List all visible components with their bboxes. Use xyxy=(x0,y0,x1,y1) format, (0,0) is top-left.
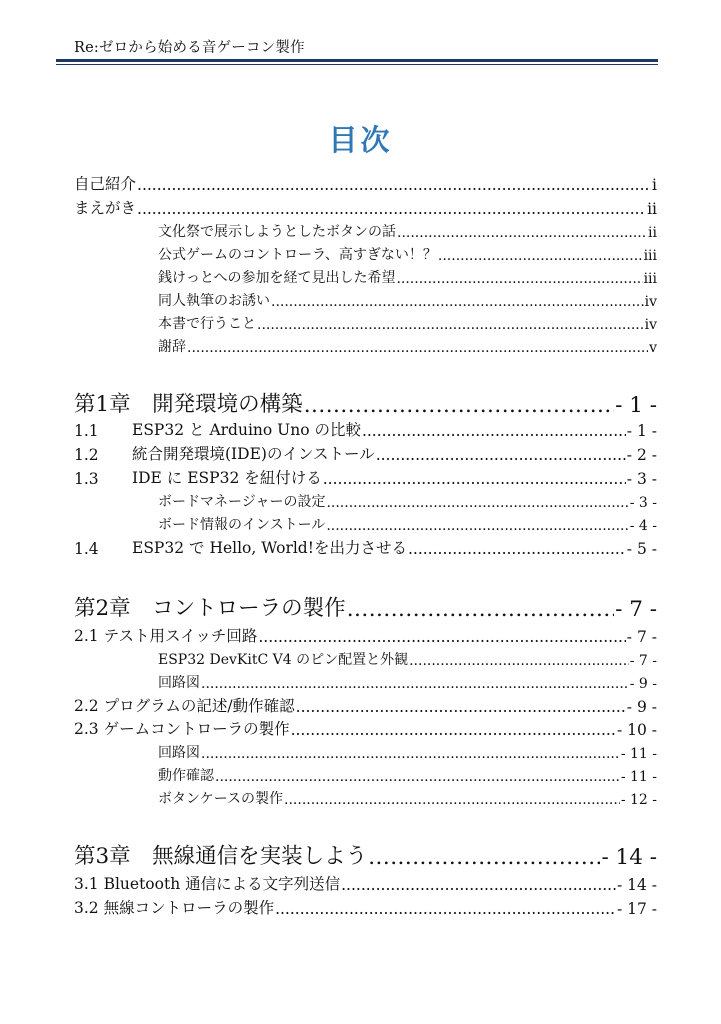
toc-entry-label: 2.3 ゲームコントローラの製作 xyxy=(74,720,290,738)
toc-entry-label: 回路図 xyxy=(158,675,200,691)
toc-chapter-page: - 1 - xyxy=(615,393,657,418)
toc-entry-page: - 10 - xyxy=(616,721,657,739)
leader-dots xyxy=(284,792,620,808)
leader-dots xyxy=(397,225,647,241)
toc-subentry[interactable] xyxy=(158,741,657,762)
toc-entry-label: 3.2 無線コントローラの製作 xyxy=(74,899,275,917)
toc-section[interactable] xyxy=(74,872,657,894)
toc-entry-label: 回路図 xyxy=(158,745,200,761)
toc-entry-page: - 11 - xyxy=(620,769,657,785)
toc-subentry[interactable] xyxy=(158,312,657,333)
leader-dots xyxy=(341,876,616,894)
toc-entry-page: - 12 - xyxy=(620,792,657,808)
toc-section[interactable] xyxy=(74,442,657,464)
toc-entry-page: - 7 - xyxy=(629,653,657,669)
leader-dots xyxy=(201,676,629,692)
toc-section[interactable] xyxy=(74,418,657,440)
toc-chapter-label: 第2章 コントローラの製作 xyxy=(74,596,346,621)
leader-dots xyxy=(376,446,626,464)
toc-entry-label: 公式ゲームのコントローラ、高すぎない！？ xyxy=(158,247,437,263)
header-rule-thick xyxy=(56,59,658,62)
toc-subentry[interactable] xyxy=(158,266,657,287)
toc-entry-label: 銭けっとへの参加を経て見出した希望 xyxy=(158,270,396,286)
toc-entry-self-intro[interactable] xyxy=(74,172,657,194)
toc-entry-label: ESP32 で Hello, World!を出力させる xyxy=(132,539,407,557)
toc-entry-page: v xyxy=(649,340,657,356)
toc-subentry[interactable] xyxy=(158,787,657,808)
toc-entry-label: 本書で行うこと xyxy=(158,316,256,332)
toc-entry-page: - 7 - xyxy=(626,628,657,646)
toc-entry-page: - 9 - xyxy=(626,698,657,716)
leader-dots xyxy=(275,900,616,918)
toc-subentry[interactable] xyxy=(158,648,657,669)
toc-entry-page: - 2 - xyxy=(626,446,657,464)
header-rule-thin xyxy=(56,64,658,65)
leader-dots xyxy=(326,495,628,511)
toc-entry-label: 自己紹介 xyxy=(74,175,137,193)
toc-section-number: 1.4 xyxy=(74,540,99,558)
toc-entry-label: 同人執筆のお誘い xyxy=(158,293,270,309)
toc-chapter-label: 第1章 開発環境の構築 xyxy=(74,392,303,417)
toc-subentry[interactable] xyxy=(158,289,657,310)
leader-dots xyxy=(291,721,616,739)
toc-entry-page: iv xyxy=(644,294,657,310)
toc-entry-label: ボードマネージャーの設定 xyxy=(158,494,326,510)
toc-entry-page: ii xyxy=(647,200,657,218)
toc-section[interactable] xyxy=(74,466,657,488)
leader-dots xyxy=(215,769,620,785)
toc-entry-page: iii xyxy=(643,248,657,264)
leader-dots xyxy=(271,294,644,310)
toc-section[interactable] xyxy=(74,624,657,646)
leader-dots xyxy=(438,248,643,264)
toc-entry-label: 2.2 プログラムの記述/動作確認 xyxy=(74,697,295,715)
toc-chapter-1[interactable] xyxy=(74,388,657,418)
leader-dots xyxy=(347,597,614,622)
toc-section[interactable] xyxy=(74,694,657,716)
toc-entry-page: iv xyxy=(644,317,657,333)
leader-dots xyxy=(257,317,644,333)
toc-subentry[interactable] xyxy=(158,335,657,356)
leader-dots xyxy=(368,845,600,870)
toc-entry-page: - 3 - xyxy=(629,495,657,511)
toc-entry-label: 2.1 テスト用スイッチ回路 xyxy=(74,627,258,645)
toc-entry-label: IDE に ESP32 を紐付ける xyxy=(132,469,322,487)
toc-entry-label: まえがき xyxy=(74,199,137,217)
toc-section[interactable] xyxy=(74,536,657,558)
toc-section-number: 1.1 xyxy=(74,422,99,440)
toc-entry-page: - 1 - xyxy=(626,422,657,440)
leader-dots xyxy=(296,698,626,716)
leader-dots xyxy=(408,540,626,558)
leader-dots xyxy=(137,176,651,194)
toc-entry-label: 文化祭で展示しようとしたボタンの話 xyxy=(158,224,396,240)
leader-dots xyxy=(409,653,629,669)
toc-chapter-page: - 7 - xyxy=(615,597,657,622)
leader-dots xyxy=(396,271,642,287)
toc-section-number: 1.2 xyxy=(74,446,99,464)
toc-subentry[interactable] xyxy=(158,490,657,511)
toc-section[interactable] xyxy=(74,717,657,739)
toc-entry-page: - 5 - xyxy=(626,540,657,558)
toc-entry-label: 3.1 Bluetooth 通信による文字列送信 xyxy=(74,875,341,893)
toc-subentry[interactable] xyxy=(158,220,657,241)
leader-dots xyxy=(362,422,626,440)
toc-subentry[interactable] xyxy=(158,243,657,264)
running-head: Re:ゼロから始める音ゲーコン製作 xyxy=(74,40,305,56)
toc-entry-page: - 4 - xyxy=(629,518,657,534)
toc-subentry[interactable] xyxy=(158,764,657,785)
toc-entry-label: ESP32 DevKitC V4 のピン配置と外観 xyxy=(158,652,409,668)
toc-entry-label: 動作確認 xyxy=(158,768,214,784)
toc-subentry[interactable] xyxy=(158,671,657,692)
toc-entry-label: 謝辞 xyxy=(158,339,186,355)
toc-chapter-label: 第3章 無線通信を実装しよう xyxy=(74,844,368,869)
leader-dots xyxy=(326,518,628,534)
leader-dots xyxy=(201,746,620,762)
toc-entry-label: ボード情報のインストール xyxy=(158,517,326,533)
leader-dots xyxy=(323,470,626,488)
toc-section[interactable] xyxy=(74,896,657,918)
toc-entry-page: ii xyxy=(648,225,657,241)
toc-entry-label: 統合開発環境(IDE)のインストール xyxy=(132,445,375,463)
toc-entry-page: - 9 - xyxy=(629,676,657,692)
toc-chapter-3[interactable] xyxy=(74,840,657,870)
toc-chapter-2[interactable] xyxy=(74,592,657,622)
toc-entry-preface[interactable] xyxy=(74,196,657,218)
toc-entry-label: ボタンケースの製作 xyxy=(158,791,284,807)
leader-dots xyxy=(304,393,614,418)
toc-entry-page: - 17 - xyxy=(616,900,657,918)
toc-section-number: 1.3 xyxy=(74,470,99,488)
toc-chapter-page: - 14 - xyxy=(601,845,657,870)
toc-entry-page: - 11 - xyxy=(620,746,657,762)
leader-dots xyxy=(137,200,646,218)
leader-dots xyxy=(187,340,648,356)
toc-entry-page: i xyxy=(652,176,657,194)
leader-dots xyxy=(258,628,625,646)
toc-title: 目次 xyxy=(328,123,393,157)
toc-entry-page: - 3 - xyxy=(626,470,657,488)
toc-entry-page: iii xyxy=(643,271,657,287)
toc-subentry[interactable] xyxy=(158,513,657,534)
toc-entry-page: - 14 - xyxy=(616,876,657,894)
toc-entry-label: ESP32 と Arduino Uno の比較 xyxy=(132,421,361,439)
